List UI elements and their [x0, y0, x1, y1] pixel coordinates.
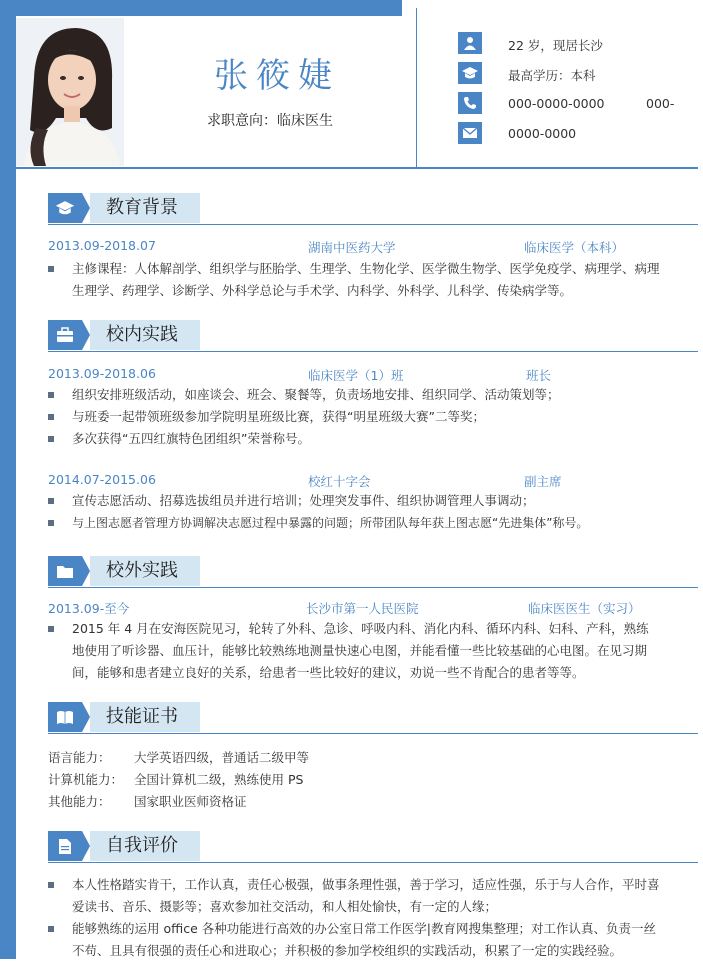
entry-org: 湖南中医药大学	[308, 240, 396, 255]
entry-role: 临床医医生（实习）	[528, 601, 641, 616]
skill-key: 语言能力：	[48, 750, 111, 765]
entry-org: 长沙市第一人民医院	[306, 601, 419, 616]
mail-icon	[458, 122, 482, 144]
profile-photo	[16, 18, 124, 166]
list-item: 能够熟练的运用 office 各种功能进行高效的办公室日常工作医学|教育网搜集整理；对工作认真、负责一丝不苟、且具有很强的责任心和进取心；并积极的参加学校组织的实践活动，积累了一定的实践经验。	[48, 918, 660, 962]
contact-phone-text[interactable]: 000-0000-0000	[508, 96, 605, 111]
folder-icon	[48, 556, 82, 586]
entry-org: 校红十字会	[308, 474, 371, 489]
section-rule	[48, 351, 698, 352]
list-item: 多次获得“五四红旗特色团组织”荣誉称号。	[48, 428, 660, 450]
skill-key: 计算机能力：	[48, 772, 124, 787]
list-item: 主修课程：人体解剖学、组织学与胚胎学、生理学、生物化学、医学微生物学、医学免疫学、病理学、病理生理学、药理学、诊断学、外科学总论与手术学、内科学、外科学、儿科学、传染病学等。	[48, 258, 664, 302]
entry-role: 副主席	[524, 474, 562, 489]
campus-entry-1-meta	[48, 366, 698, 384]
entry-date: 2013.09-2018.07	[48, 238, 156, 253]
list-item: 宣传志愿活动、招募选拔组员并进行培训；处理突发事件、组织协调管理人事调动；	[48, 490, 688, 512]
graduation-cap-icon	[48, 193, 82, 223]
contact-mail-text[interactable]: 0000-0000	[508, 126, 577, 141]
header-divider	[416, 8, 417, 168]
book-icon	[48, 702, 82, 732]
skill-value: 大学英语四级，普通话二级甲等	[134, 750, 310, 765]
section-external-title: 校外实践	[90, 556, 200, 586]
job-objective: 求职意向：临床医生	[207, 113, 333, 129]
entry-date: 2013.09-至今	[48, 601, 130, 616]
entry-role: 临床医学（本科）	[524, 240, 625, 255]
list-item: 与上图志愿者管理方协调解决志愿过程中暴露的问题；所带团队每年获上图志愿“先进集体”称号。	[48, 512, 688, 534]
entry-date: 2013.09-2018.06	[48, 366, 156, 381]
list-item: 组织安排班级活动，如座谈会、班会、聚餐等，负责场地安排、组织同学、活动策划等；	[48, 384, 660, 406]
skill-key: 其他能力：	[48, 794, 111, 809]
external-entry-meta	[48, 599, 698, 617]
header-bottom-rule	[16, 167, 698, 169]
section-skills-title: 技能证书	[90, 702, 200, 732]
skill-value: 全国计算机二级，熟练使用 PS	[134, 772, 304, 787]
section-self-header	[48, 831, 200, 861]
section-education-title: 教育背景	[90, 193, 200, 223]
phone-icon	[458, 92, 482, 114]
list-item: 2015 年 4 月在安海医院见习，轮转了外科、急诊、呼吸内科、消化内科、循环内科、妇科、产科，熟练地使用了听诊器、血压计，能够比较熟练地测量快速心电图，并能看懂一些比较基础的心电图。在见习期间，能够和患者建立良好的关系，给患者一些比较好的建议，劝说一些不肯配合的患者等等。	[48, 618, 660, 684]
section-rule	[48, 587, 698, 588]
list-item: 与班委一起带领班级参加学院明星班级比赛，获得“明星班级大赛”二等奖；	[48, 406, 660, 428]
contact-age-text: 22 岁，现居长沙	[508, 38, 603, 53]
skill-value: 国家职业医师资格证	[134, 794, 247, 809]
document-icon	[48, 831, 82, 861]
section-education-header	[48, 193, 200, 223]
entry-org: 临床医学（1）班	[308, 368, 404, 383]
contact-education-text: 最高学历：本科	[508, 68, 596, 83]
section-skills-header	[48, 702, 200, 732]
graduation-cap-icon	[458, 62, 482, 84]
section-rule	[48, 733, 698, 734]
section-rule	[48, 224, 698, 225]
section-rule	[48, 862, 698, 863]
left-accent-bar	[0, 0, 16, 959]
candidate-name: 张筱婕	[214, 56, 340, 96]
campus-entry-2-meta	[48, 472, 698, 490]
education-entry-meta	[48, 238, 698, 256]
top-accent-bar	[16, 0, 402, 16]
person-icon	[458, 32, 482, 54]
briefcase-icon	[48, 320, 82, 350]
entry-date: 2014.07-2015.06	[48, 472, 156, 487]
section-campus-title: 校内实践	[90, 320, 200, 350]
entry-role: 班长	[526, 368, 552, 383]
list-item: 本人性格踏实肯干，工作认真，责任心极强，做事条理性强，善于学习，适应性强，乐于与人合作，平时喜爱读书、音乐、摄影等；喜欢参加社交活动，和人相处愉快，有一定的人缘；	[48, 874, 660, 918]
section-self-title: 自我评价	[90, 831, 200, 861]
contact-phone-extra[interactable]: 000-	[646, 96, 675, 111]
section-external-header	[48, 556, 200, 586]
section-campus-header	[48, 320, 200, 350]
